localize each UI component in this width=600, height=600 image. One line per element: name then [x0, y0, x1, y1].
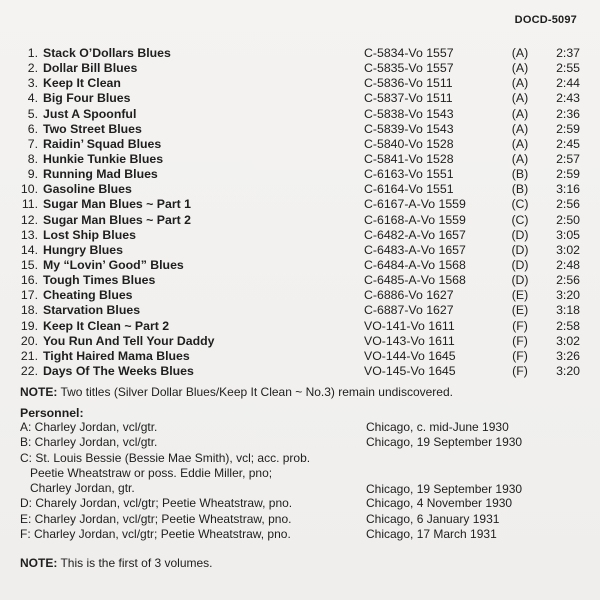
track-number: 3.: [27, 76, 38, 91]
track-row: [20, 46, 580, 61]
track-row: [20, 152, 580, 167]
personnel-line: B: Charley Jordan, vcl/gtr.: [20, 435, 158, 450]
matrix-number: C-6168-A-Vo 1559: [364, 212, 466, 227]
personnel-line: Peetie Wheatstraw or poss. Eddie Miller, pno;: [30, 465, 273, 480]
catalog-number: DOCD-5097: [514, 14, 577, 26]
matrix-number: C-5835-Vo 1557: [364, 61, 454, 76]
track-number: 22.: [20, 363, 38, 378]
track-row: [20, 319, 580, 334]
track-row: [20, 258, 580, 273]
recording-location-date: Chicago, 19 September 1930: [366, 482, 523, 497]
matrix-number: C-6484-A-Vo 1568: [364, 257, 466, 272]
personnel-entry: [20, 420, 580, 435]
matrix-number: C-6164-Vo 1551: [364, 182, 454, 197]
track-number: 11.: [21, 197, 38, 212]
matrix-number: C-5840-Vo 1528: [364, 136, 454, 151]
track-title: Sugar Man Blues ~ Part 2: [43, 212, 191, 227]
track-row: [20, 273, 580, 288]
track-number: 16.: [20, 273, 38, 288]
duration: 3:20: [556, 288, 580, 303]
matrix-number: C-6485-A-Vo 1568: [364, 273, 466, 288]
recording-location-date: Chicago, 6 January 1931: [366, 511, 500, 526]
track-list: [20, 46, 580, 379]
matrix-number: C-6886-Vo 1627: [364, 288, 454, 303]
track-row: [20, 364, 580, 379]
matrix-number: VO-145-Vo 1645: [364, 363, 456, 378]
duration: 3:16: [556, 182, 580, 197]
track-row: [20, 182, 580, 197]
track-row: [20, 76, 580, 91]
personnel-heading: Personnel:: [20, 406, 84, 420]
matrix-number: VO-143-Vo 1611: [364, 333, 455, 348]
track-number: 10.: [20, 182, 38, 197]
track-number: 14.: [20, 242, 38, 257]
session-code: (D): [511, 242, 529, 257]
duration: 2:59: [556, 167, 580, 182]
track-number: 4.: [27, 91, 38, 106]
personnel-line: E: Charley Jordan, vcl/gtr; Peetie Wheatstraw, pno.: [20, 511, 292, 526]
recording-location-date: Chicago, 19 September 1930: [366, 435, 523, 450]
recording-location-date: Chicago, 17 March 1931: [366, 527, 497, 542]
track-title: Cheating Blues: [43, 288, 133, 303]
track-number: 8.: [27, 151, 38, 166]
session-code: (A): [511, 46, 529, 60]
matrix-number: C-6167-A-Vo 1559: [364, 197, 466, 212]
matrix-number: C-5839-Vo 1543: [364, 121, 454, 136]
track-row: [20, 61, 580, 76]
session-code: (B): [511, 182, 529, 197]
session-code: (A): [511, 136, 529, 151]
track-title: Two Street Blues: [43, 121, 142, 136]
track-row: [20, 213, 580, 228]
duration: 2:56: [556, 197, 580, 212]
session-code: (F): [512, 363, 528, 378]
session-code: (D): [511, 227, 529, 242]
track-title: Starvation Blues: [43, 303, 141, 318]
personnel-entry: [20, 527, 580, 542]
duration: 2:43: [556, 91, 580, 106]
session-code: (A): [511, 151, 529, 166]
duration: 2:58: [556, 318, 580, 333]
track-title: You Run And Tell Your Daddy: [43, 333, 215, 348]
session-code: (A): [511, 91, 529, 106]
duration: 3:20: [556, 363, 580, 378]
track-row: [20, 91, 580, 106]
matrix-number: C-5837-Vo 1511: [364, 91, 453, 106]
personnel-line: C: St. Louis Bessie (Bessie Mae Smith), vcl; acc. prob.: [20, 450, 311, 465]
recording-location-date: Chicago, 4 November 1930: [366, 496, 513, 511]
track-number: 12.: [20, 212, 38, 227]
duration: 3:05: [556, 227, 580, 242]
duration: 2:36: [556, 106, 580, 121]
session-code: (F): [512, 348, 528, 363]
matrix-number: C-5841-Vo 1528: [364, 151, 454, 166]
track-number: 17.: [20, 288, 38, 303]
matrix-number: C-5834-Vo 1557: [364, 46, 454, 60]
session-code: (B): [511, 167, 529, 182]
track-row: [20, 288, 580, 303]
track-title: Dollar Bill Blues: [43, 61, 138, 76]
duration: 2:59: [556, 121, 580, 136]
session-code: (A): [511, 61, 529, 76]
personnel-list: [20, 420, 580, 542]
track-title: Lost Ship Blues: [43, 227, 136, 242]
track-row: [20, 349, 580, 364]
duration: 2:57: [556, 151, 580, 166]
track-row: [20, 137, 580, 152]
track-number: 19.: [20, 318, 38, 333]
track-title: Tight Haired Mama Blues: [43, 348, 190, 363]
duration: 2:56: [556, 273, 580, 288]
matrix-number: C-6482-A-Vo 1657: [364, 227, 466, 242]
personnel-line: F: Charley Jordan, vcl/gtr; Peetie Wheatstraw, pno.: [20, 527, 291, 542]
duration: 2:44: [556, 76, 580, 91]
session-code: (C): [511, 212, 529, 227]
track-title: Days Of The Weeks Blues: [43, 363, 194, 378]
matrix-number: C-5838-Vo 1543: [364, 106, 454, 121]
duration: 2:50: [556, 212, 580, 227]
personnel-line: A: Charley Jordan, vcl/gtr.: [20, 420, 158, 434]
note-label: NOTE:: [20, 385, 58, 399]
session-code: (C): [511, 197, 529, 212]
track-number: 6.: [27, 121, 38, 136]
track-number: 13.: [20, 227, 38, 242]
track-title: Running Mad Blues: [43, 167, 158, 182]
personnel-line: D: Charely Jordan, vcl/gtr; Peetie Wheatstraw, pno.: [20, 496, 293, 511]
track-number: 18.: [20, 303, 38, 318]
session-code: (D): [511, 273, 529, 288]
duration: 3:02: [556, 333, 580, 348]
track-title: Tough Times Blues: [43, 273, 156, 288]
track-title: Hungry Blues: [43, 242, 123, 257]
track-title: Keep It Clean ~ Part 2: [43, 318, 170, 333]
track-row: [20, 107, 580, 122]
session-code: (E): [511, 303, 529, 318]
track-row: [20, 122, 580, 137]
track-title: Keep It Clean: [43, 76, 121, 91]
duration: 2:48: [556, 257, 580, 272]
session-code: (A): [511, 106, 529, 121]
note-label: NOTE:: [20, 556, 58, 570]
personnel-entry: [20, 435, 580, 450]
personnel-entry: [20, 496, 580, 511]
track-number: 9.: [27, 167, 38, 182]
duration: 2:55: [556, 61, 580, 76]
track-title: Gasoline Blues: [43, 182, 132, 197]
track-title: Big Four Blues: [43, 91, 131, 106]
track-row: [20, 243, 580, 258]
track-row: [20, 167, 580, 182]
recording-location-date: Chicago, c. mid-June 1930: [366, 420, 509, 434]
track-number: 21.: [20, 348, 38, 363]
track-title: Stack O’Dollars Blues: [43, 46, 171, 60]
track-title: My “Lovin’ Good” Blues: [43, 257, 184, 272]
track-title: Hunkie Tunkie Blues: [43, 151, 164, 166]
session-code: (F): [512, 333, 528, 348]
personnel-entry: [20, 512, 580, 527]
track-row: [20, 334, 580, 349]
track-number: 7.: [27, 136, 38, 151]
matrix-number: VO-144-Vo 1645: [364, 348, 456, 363]
matrix-number: C-5836-Vo 1511: [364, 76, 453, 91]
note-text: Two titles (Silver Dollar Blues/Keep It Clean ~ No.3) remain undiscovered.: [60, 385, 453, 399]
duration: 2:45: [556, 136, 580, 151]
session-code: (D): [511, 257, 529, 272]
track-number: 5.: [27, 106, 38, 121]
session-code: (F): [512, 318, 528, 333]
matrix-number: C-6163-Vo 1551: [364, 167, 454, 182]
duration: 3:18: [556, 303, 580, 318]
matrix-number: VO-141-Vo 1611: [364, 318, 455, 333]
session-code: (A): [511, 121, 529, 136]
personnel-entry: [20, 451, 580, 497]
duration: 3:26: [556, 348, 580, 363]
track-row: [20, 303, 580, 318]
personnel-line: Charley Jordan, gtr.: [30, 481, 135, 496]
track-number: 1.: [27, 46, 38, 60]
track-number: 2.: [27, 61, 38, 76]
duration: 2:37: [556, 46, 580, 60]
track-title: Raidin’ Squad Blues: [43, 136, 162, 151]
note-volumes: [20, 556, 213, 570]
duration: 3:02: [556, 242, 580, 257]
session-code: (A): [511, 76, 529, 91]
track-row: [20, 197, 580, 212]
track-title: Sugar Man Blues ~ Part 1: [43, 197, 191, 212]
track-row: [20, 228, 580, 243]
session-code: (E): [511, 288, 529, 303]
matrix-number: C-6483-A-Vo 1657: [364, 242, 466, 257]
note-missing-titles: [20, 385, 453, 399]
track-number: 20.: [20, 333, 38, 348]
matrix-number: C-6887-Vo 1627: [364, 303, 454, 318]
note-text: This is the first of 3 volumes.: [60, 556, 213, 570]
track-number: 15.: [20, 257, 38, 272]
track-title: Just A Spoonful: [43, 106, 137, 121]
